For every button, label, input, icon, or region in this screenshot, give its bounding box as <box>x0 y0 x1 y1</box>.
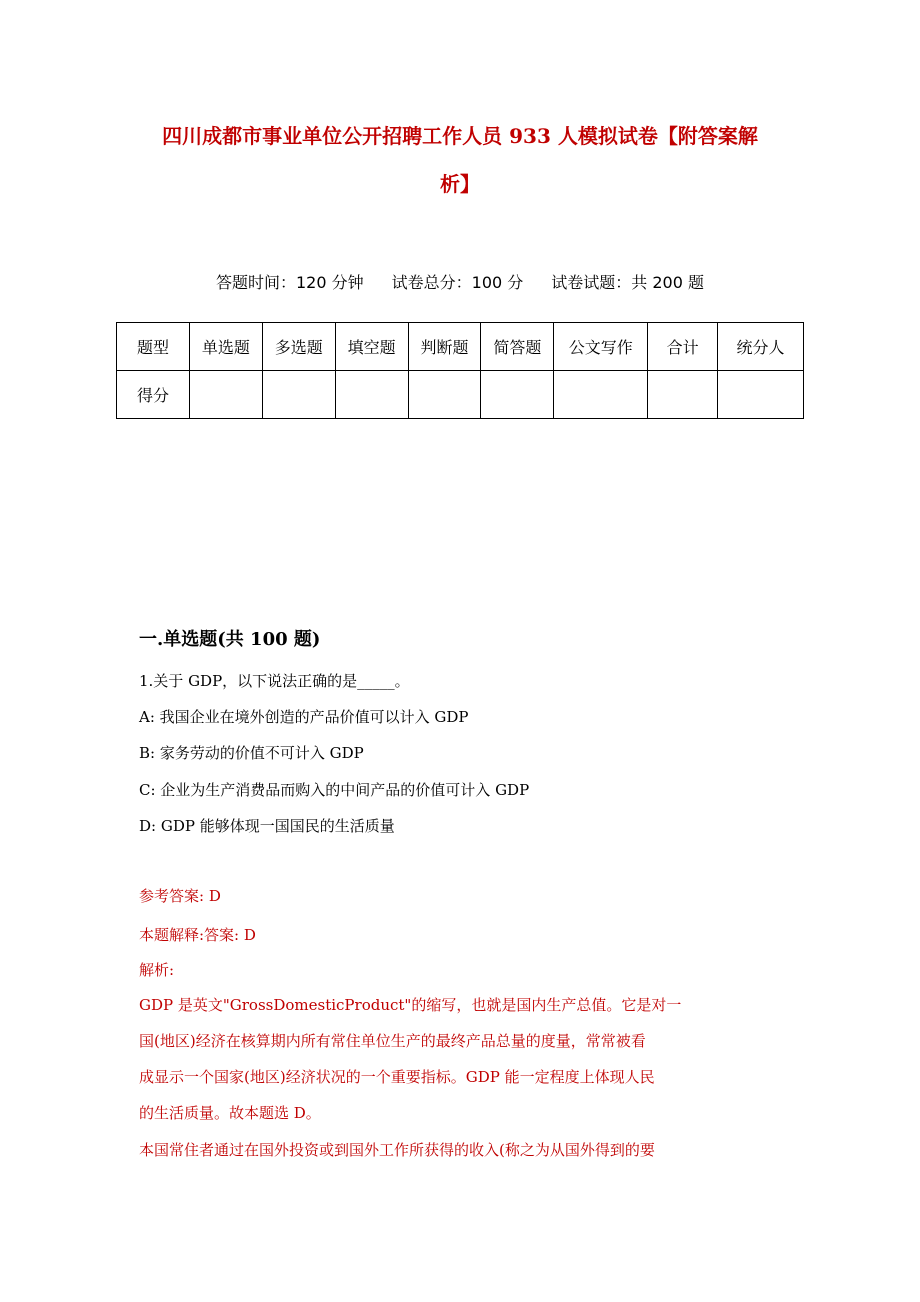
document-title-line-2: 析】 <box>440 172 480 196</box>
score-table-score-row <box>117 371 804 419</box>
score-table-header-cell: 判断题 <box>408 323 481 371</box>
score-table-header-cell: 多选题 <box>262 323 335 371</box>
question-option-b: B: 家务劳动的价值不可计入 GDP <box>139 744 364 762</box>
exam-time: 答题时间：120 分钟 <box>216 273 364 292</box>
analysis-line: 本国常住者通过在国外投资或到国外工作所获得的收入(称之为从国外得到的要 <box>139 1141 655 1159</box>
reference-answer: 参考答案: D <box>139 887 221 905</box>
explanation-answer: 本题解释:答案: D <box>139 926 256 944</box>
analysis-line: 成显示一个国家(地区)经济状况的一个重要指标。GDP 能一定程度上体现人民 <box>139 1068 655 1086</box>
score-cell <box>648 371 718 419</box>
score-table-header-row <box>117 323 804 371</box>
exam-total-score: 试卷总分：100 分 <box>391 273 524 292</box>
analysis-line: 的生活质量。故本题选 D。 <box>139 1104 321 1122</box>
score-cell <box>481 371 554 419</box>
score-table-header-cell: 合计 <box>648 323 718 371</box>
score-table-header-cell: 统分人 <box>718 323 804 371</box>
analysis-label: 解析: <box>139 961 175 979</box>
question-stem: 1.关于 GDP，以下说法正确的是_____。 <box>139 672 410 690</box>
score-table-header-cell: 填空题 <box>335 323 408 371</box>
question-option-a: A: 我国企业在境外创造的产品价值可以计入 GDP <box>139 708 469 726</box>
analysis-line: GDP 是英文"GrossDomesticProduct"的缩写，也就是国内生产总值。它是对一 <box>139 996 682 1014</box>
exam-question-count: 试卷试题：共 200 题 <box>551 273 704 292</box>
score-cell <box>262 371 335 419</box>
exam-meta <box>0 270 920 293</box>
score-table <box>116 322 804 419</box>
document-title-line-1: 四川成都市事业单位公开招聘工作人员 933 人模拟试卷【附答案解 <box>162 124 758 148</box>
score-row-label: 得分 <box>117 371 190 419</box>
score-cell <box>335 371 408 419</box>
question-option-c: C: 企业为生产消费品而购入的中间产品的价值可计入 GDP <box>139 781 530 799</box>
score-cell <box>554 371 648 419</box>
score-table-header-cell: 公文写作 <box>554 323 648 371</box>
score-table-header-cell: 简答题 <box>481 323 554 371</box>
score-table-header-cell: 单选题 <box>189 323 262 371</box>
score-table-header-cell: 题型 <box>117 323 190 371</box>
question-option-d: D: GDP 能够体现一国国民的生活质量 <box>139 817 395 835</box>
score-cell <box>718 371 804 419</box>
score-cell <box>189 371 262 419</box>
analysis-line: 国(地区)经济在核算期内所有常住单位生产的最终产品总量的度量，常常被看 <box>139 1032 646 1050</box>
section-title: 一.单选题(共 100 题) <box>139 629 321 650</box>
score-cell <box>408 371 481 419</box>
